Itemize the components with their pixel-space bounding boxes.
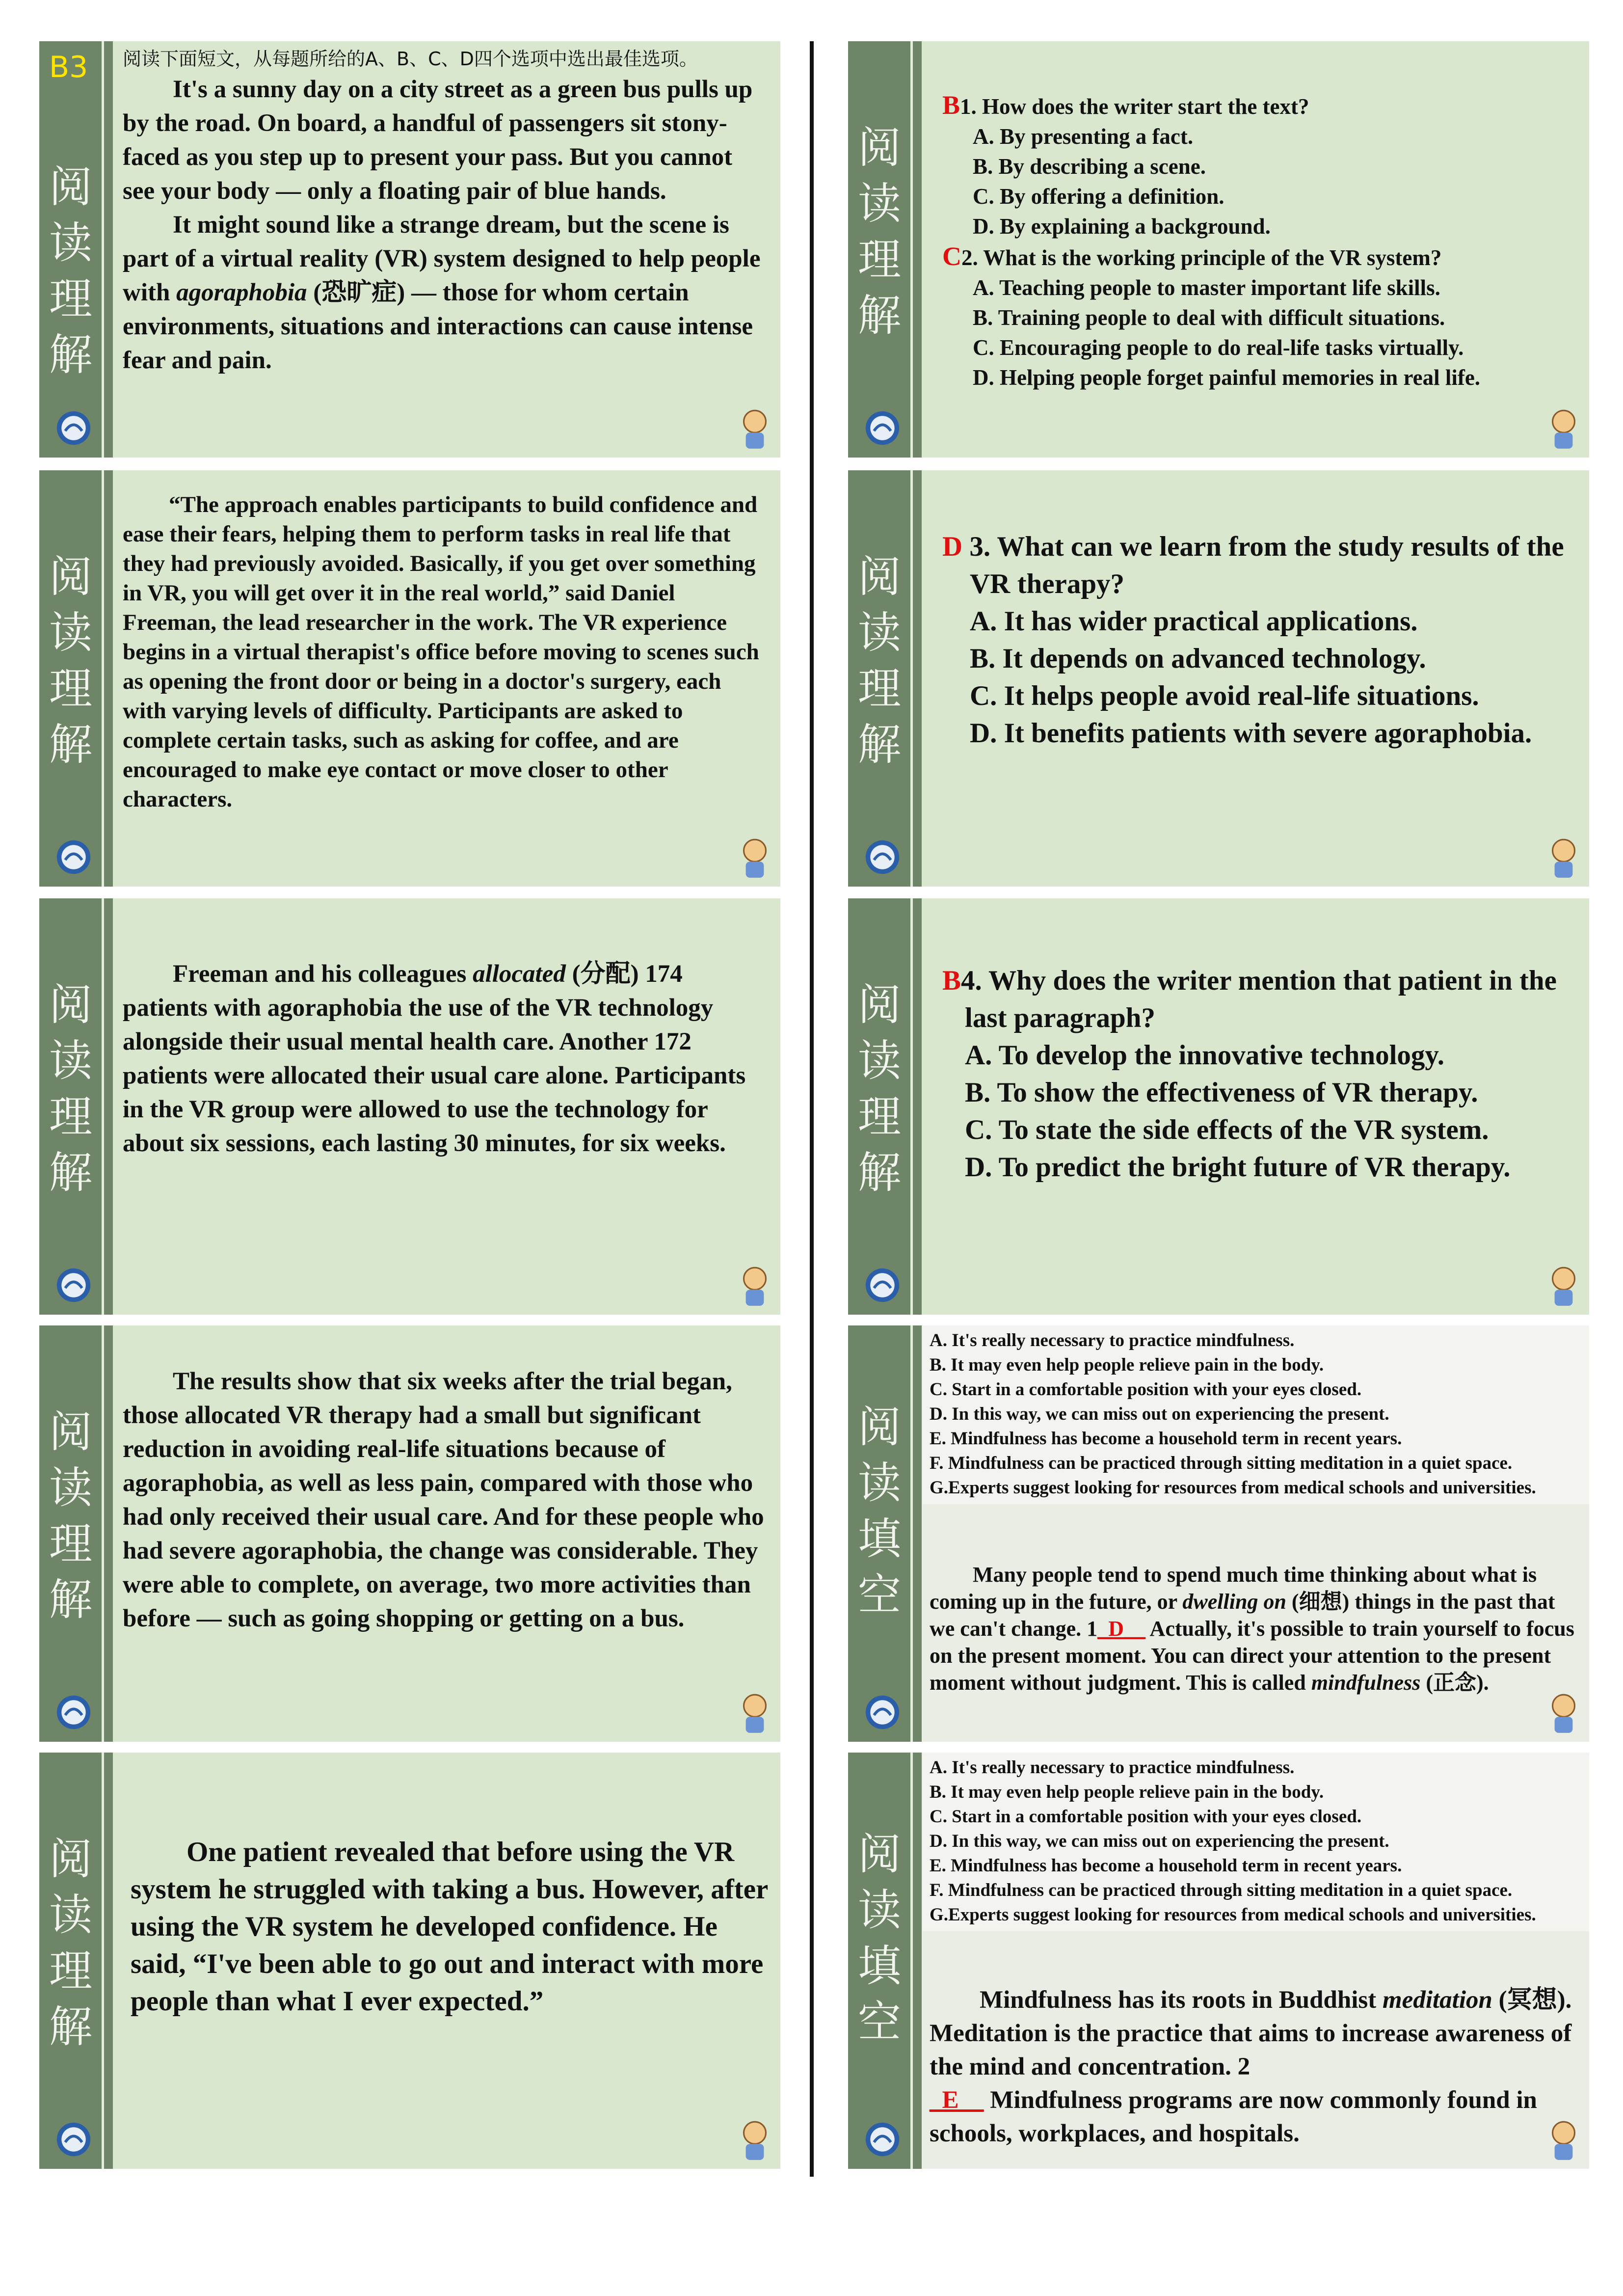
passage-paragraph-5: The results show that six weeks after the trial began, those allocated VR therapy had a small but significant reduction in avoiding real-life situations because of agoraphobia, as well as less pain, compared with those who had only received their usual care. And for these people who had severe agoraphobia, the change was considerable. They were able to complete, on average, two more activities than before — such as going shopping or getting on a bus. (123, 1368, 764, 1632)
question-2-options: A. Teaching people to master important life skills. B. Training people to deal with difficult situations. C. Encouraging people to do real-life tasks virtually. D. Helping people forget painful memories in real life. (973, 275, 1481, 390)
side-label: 阅 读 填 空 (857, 1829, 901, 2047)
school-logo-icon (864, 409, 901, 447)
answer-mark: B (942, 90, 960, 120)
blank-2: _E__ (930, 2086, 984, 2114)
side-bar (848, 1753, 922, 2169)
fill-options-box: A. It's really necessary to practice mindfulness. B. It may even help people relieve pain in the body. C. Start in a comfortable position with your eyes closed. D. In this way, we can miss out on experiencing the present. E. Mindfulness has become a household term in recent years. F. Mindfulness can be practiced through sitting meditation in a quiet space. G.Experts suggest looking for resources from medical schools and universities. (923, 1325, 1589, 1504)
side-label: 阅 读 理 解 (49, 551, 92, 770)
school-logo-icon (864, 2121, 901, 2158)
mascot-icon (1543, 2118, 1584, 2163)
mascot-icon (734, 1264, 775, 1309)
question-1-stem: B1. How does the writer start the text? (942, 90, 1309, 120)
card-left-4 (39, 1325, 780, 1742)
side-label: 阅 读 理 解 (857, 551, 901, 770)
side-bar (848, 898, 922, 1315)
side-bar (39, 470, 113, 887)
side-bar (848, 41, 922, 458)
section-tag: B3 (49, 50, 88, 84)
side-label: 阅 读 理 解 (49, 1406, 92, 1625)
card-left-5 (39, 1753, 780, 2169)
side-label: 阅 读 理 解 (49, 979, 92, 1198)
question-3-options: A. It has wider practical applications. B. It depends on advanced technology. C. It helps people avoid real-life situations. D. It benefits patients with severe agoraphobia. (970, 606, 1532, 749)
school-logo-icon (864, 1267, 901, 1304)
side-bar (848, 470, 922, 887)
mascot-icon (1543, 1691, 1584, 1736)
card-left-1 (39, 41, 780, 458)
passage-paragraph-4: Freeman and his colleagues allocated (分配) 174 patients with agoraphobia the use of the VR technology alongside their usual mental health care. Another 172 patients were allocated their usual care alone. Participants in the VR group were allowed to use the technology for about six sessions, each lasting 30 minutes, for six weeks. (123, 960, 746, 1157)
school-logo-icon (55, 1694, 92, 1731)
card-right-5 (848, 1753, 1589, 2169)
card-right-4 (848, 1325, 1589, 1742)
side-label: 阅 读 理 解 (49, 162, 92, 380)
passage-paragraph-1: It's a sunny day on a city street as a green bus pulls up by the road. On board, a handful of passengers sit stony-faced as you step up to present your pass. But you cannot see your body — only a floating pair of blue hands. (123, 76, 753, 205)
card-right-3 (848, 898, 1589, 1315)
passage-paragraph-3: “The approach enables participants to build confidence and ease their fears, helping them to perform tasks in real life that they had previously avoided. Basically, if you get over something in VR, you will get over it in the real world,” said Daniel Freeman, the lead researcher in the work. The VR experience begins in a virtual therapist's office before moving to scenes such as opening the front door or being in a doctor's surgery, each with varying levels of difficulty. Participants are asked to complete certain tasks, such as asking for coffee, and are encouraged to make eye contact or move closer to other characters. (123, 492, 759, 812)
center-divider (810, 41, 814, 2177)
question-4-options: A. To develop the innovative technology. B. To show the effectiveness of VR therapy. C. To state the side effects of the VR system. D. To predict the bright future of VR therapy. (965, 1040, 1511, 1183)
mascot-icon (734, 406, 775, 452)
card-left-2 (39, 470, 780, 887)
instruction-text: 阅读下面短文，从每题所给的A、B、C、D四个选项中选出最佳选项。 (123, 48, 698, 70)
card-right-2 (848, 470, 1589, 887)
side-bar (39, 1325, 113, 1742)
answer-mark: B (942, 965, 961, 996)
mascot-icon (734, 1691, 775, 1736)
side-label: 阅 读 理 解 (49, 1834, 92, 2052)
card-right-1 (848, 41, 1589, 458)
question-1-options: A. By presenting a fact. B. By describing a scene. C. By offering a definition. D. By explaining a background. (973, 124, 1271, 239)
blank-1: _D__ (1097, 1617, 1145, 1641)
fill-passage-2: Mindfulness has its roots in Buddhist meditation (冥想). Meditation is the practice that aims to increase awareness of the mind and concentration. 2 _E__ Mindfulness programs are now commonly found in schools, workplaces, and hospitals. (930, 1986, 1572, 2147)
mascot-icon (734, 836, 775, 881)
fill-options-box: A. It's really necessary to practice mindfulness. B. It may even help people relieve pain in the body. C. Start in a comfortable position with your eyes closed. D. In this way, we can miss out on experiencing the present. E. Mindfulness has become a household term in recent years. F. Mindfulness can be practiced through sitting meditation in a quiet space. G.Experts suggest looking for resources from medical schools and universities. (923, 1753, 1589, 1931)
side-bar (39, 1753, 113, 2169)
question-4-stem: B4. Why does the writer mention that patient in the last paragraph? (942, 965, 1557, 1033)
mascot-icon (734, 2118, 775, 2163)
school-logo-icon (55, 838, 92, 876)
school-logo-icon (55, 2121, 92, 2158)
passage-paragraph-6: One patient revealed that before using the VR system he struggled with taking a bus. However, after using the VR system he developed confidence. He said, “I've been able to go out and interact with more people than what I ever expected.” (131, 1837, 768, 2017)
mascot-icon (1543, 406, 1584, 452)
side-bar (39, 41, 113, 458)
question-3-stem: D 3. What can we learn from the study results of the VR therapy? (942, 531, 1564, 599)
question-2-stem: C2. What is the working principle of the VR system? (942, 242, 1442, 271)
mascot-icon (1543, 1264, 1584, 1309)
side-label: 阅 读 理 解 (857, 122, 901, 341)
school-logo-icon (864, 1694, 901, 1731)
passage-paragraph-2: It might sound like a strange dream, but the scene is part of a virtual reality (VR) system designed to help people with agoraphobia (恐旷症) — those for whom certain environments, situations and interactions can cause intense fear and pain. (123, 211, 761, 374)
mascot-icon (1543, 836, 1584, 881)
side-label: 阅 读 理 解 (857, 979, 901, 1198)
answer-mark: D (942, 531, 963, 562)
answer-mark: C (942, 242, 961, 271)
side-bar (39, 898, 113, 1315)
fill-passage-1: Many people tend to spend much time thinking about what is coming up in the future, or dwelling on (细想) things in the past that we can't change. 1_D__ Actually, it's possible to train yourself to focus on the present moment. You can direct your attention to the present moment without judgment. This is called mindfulness (正念). (930, 1563, 1574, 1695)
card-left-3 (39, 898, 780, 1315)
school-logo-icon (55, 1267, 92, 1304)
side-bar (848, 1325, 922, 1742)
school-logo-icon (55, 409, 92, 447)
side-label: 阅 读 填 空 (857, 1402, 901, 1620)
school-logo-icon (864, 838, 901, 876)
